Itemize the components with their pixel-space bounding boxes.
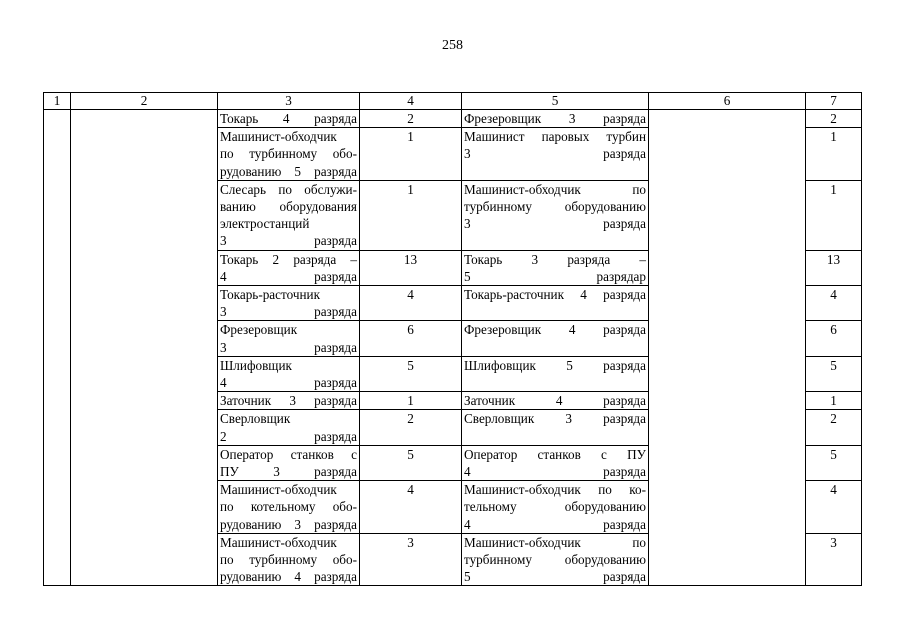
cell-current-profession — [218, 410, 360, 445]
cell-line: Токарь 2 разряда – — [220, 251, 357, 267]
cell-line: 3 разряда — [464, 146, 646, 162]
cell-line: Слесарь по обслужи- — [220, 181, 357, 197]
page-number: 258 — [442, 38, 463, 53]
cell-line: Фрезеровщик — [220, 322, 298, 338]
cell-line: 3 разряда — [220, 304, 357, 320]
cell-current-count: 5 — [360, 356, 462, 391]
cell-line: Шлифовщик — [220, 357, 292, 373]
header-col-3: 3 — [218, 93, 360, 110]
cell-line: ванию оборудования — [220, 199, 357, 215]
header-col-1: 1 — [44, 93, 71, 110]
cell-target-profession — [462, 110, 649, 128]
cell-target-profession — [462, 250, 649, 285]
cell-current-profession — [218, 533, 360, 586]
cell-target-count: 2 — [806, 110, 862, 128]
cell-current-count: 2 — [360, 110, 462, 128]
cell-target-count: 1 — [806, 392, 862, 410]
cell-line: 3 разряда — [464, 216, 646, 232]
cell-target-profession — [462, 445, 649, 480]
cell-target-profession — [462, 356, 649, 391]
cell-target-count: 1 — [806, 128, 862, 181]
header-col-5: 5 — [462, 93, 649, 110]
cell-line: ПУ 3 разряда — [220, 464, 357, 480]
cell-line: тельному оборудованию — [464, 499, 646, 515]
header-col-2: 2 — [71, 93, 218, 110]
cell-target-profession — [462, 481, 649, 534]
cell-line: Фрезеровщик 4 разряда — [464, 322, 646, 338]
cell-col-6 — [649, 110, 806, 586]
cell-line: по турбинному обо- — [220, 146, 357, 162]
table-row — [44, 110, 862, 128]
cell-line: 4 разряда — [220, 375, 357, 391]
cell-line: электростанций — [220, 216, 310, 232]
header-col-7: 7 — [806, 93, 862, 110]
cell-line: 3 разряда — [220, 339, 357, 355]
cell-line: Заточник 4 разряда — [464, 393, 646, 409]
cell-current-count: 1 — [360, 392, 462, 410]
cell-line: турбинному оборудованию — [464, 552, 646, 568]
cell-target-profession — [462, 410, 649, 445]
cell-line: по турбинному обо- — [220, 552, 357, 568]
cell-line: Токарь-расточник — [220, 287, 321, 303]
header-col-6: 6 — [649, 93, 806, 110]
cell-line: 3 разряда — [220, 233, 357, 249]
cell-current-count: 2 — [360, 410, 462, 445]
cell-target-count: 5 — [806, 445, 862, 480]
cell-line: Токарь 3 разряда – — [464, 251, 646, 267]
cell-target-count: 3 — [806, 533, 862, 586]
cell-current-count: 4 — [360, 481, 462, 534]
cell-current-profession — [218, 250, 360, 285]
cell-target-profession — [462, 533, 649, 586]
cell-line: 4 разряда — [464, 516, 646, 532]
cell-line: 2 разряда — [220, 428, 357, 444]
cell-target-count: 5 — [806, 356, 862, 391]
cell-line: Оператор станков с ПУ — [464, 446, 646, 462]
cell-line: турбинному оборудованию — [464, 199, 646, 215]
cell-line: Машинист-обходчик по — [464, 181, 646, 197]
cell-current-profession — [218, 180, 360, 250]
cell-line: Машинист-обходчик — [220, 534, 337, 550]
cell-current-profession — [218, 392, 360, 410]
cell-current-profession — [218, 128, 360, 181]
cell-line: Шлифовщик 5 разряда — [464, 357, 646, 373]
cell-target-profession — [462, 321, 649, 356]
header-row — [44, 93, 862, 110]
cell-line: Заточник 3 разряда — [220, 393, 357, 409]
cell-current-count: 4 — [360, 286, 462, 321]
cell-line: 4 разряда — [464, 464, 646, 480]
cell-current-profession — [218, 445, 360, 480]
cell-current-count: 6 — [360, 321, 462, 356]
cell-target-count: 1 — [806, 180, 862, 250]
cell-current-profession — [218, 321, 360, 356]
cell-line: Машинист-обходчик по ко- — [464, 482, 646, 498]
cell-current-profession — [218, 286, 360, 321]
cell-line: Оператор станков с — [220, 446, 357, 462]
cell-line: Токарь 4 разряда — [220, 111, 357, 126]
cell-target-count: 4 — [806, 286, 862, 321]
cell-line: Машинист-обходчик по — [464, 534, 646, 550]
cell-current-profession — [218, 356, 360, 391]
cell-current-count: 1 — [360, 180, 462, 250]
cell-line: Сверловщик 3 разряда — [464, 411, 646, 427]
cell-line: рудованию 3 разряда — [220, 516, 357, 532]
cell-line: 4 разряда — [220, 268, 357, 284]
cell-col-2 — [71, 110, 218, 586]
cell-col-1 — [44, 110, 71, 586]
cell-current-profession — [218, 481, 360, 534]
cell-line: Токарь-расточник 4 разряда — [464, 287, 646, 303]
cell-target-count: 2 — [806, 410, 862, 445]
cell-current-count: 13 — [360, 250, 462, 285]
cell-line: Фрезеровщик 3 разряда — [464, 111, 646, 126]
cell-target-profession — [462, 392, 649, 410]
cell-line: Машинист-обходчик — [220, 482, 337, 498]
cell-line: рудованию 5 разряда — [220, 163, 357, 179]
cell-current-count: 1 — [360, 128, 462, 181]
cell-target-profession — [462, 286, 649, 321]
cell-target-count: 6 — [806, 321, 862, 356]
cell-line: рудованию 4 разряда — [220, 569, 357, 585]
cell-current-count: 3 — [360, 533, 462, 586]
cell-line: Машинист паровых турбин — [464, 129, 646, 145]
cell-target-count: 13 — [806, 250, 862, 285]
cell-line: 5 разряда — [464, 569, 646, 585]
cell-current-profession — [218, 110, 360, 128]
cell-line: 5 разрядар — [464, 268, 646, 284]
cell-target-profession — [462, 128, 649, 181]
cell-target-profession — [462, 180, 649, 250]
cell-line: Машинист-обходчик — [220, 129, 337, 145]
cell-line: Сверловщик — [220, 411, 291, 427]
cell-current-count: 5 — [360, 445, 462, 480]
cell-line: по котельному обо- — [220, 499, 357, 515]
header-col-4: 4 — [360, 93, 462, 110]
staff-table — [43, 92, 862, 586]
cell-target-count: 4 — [806, 481, 862, 534]
